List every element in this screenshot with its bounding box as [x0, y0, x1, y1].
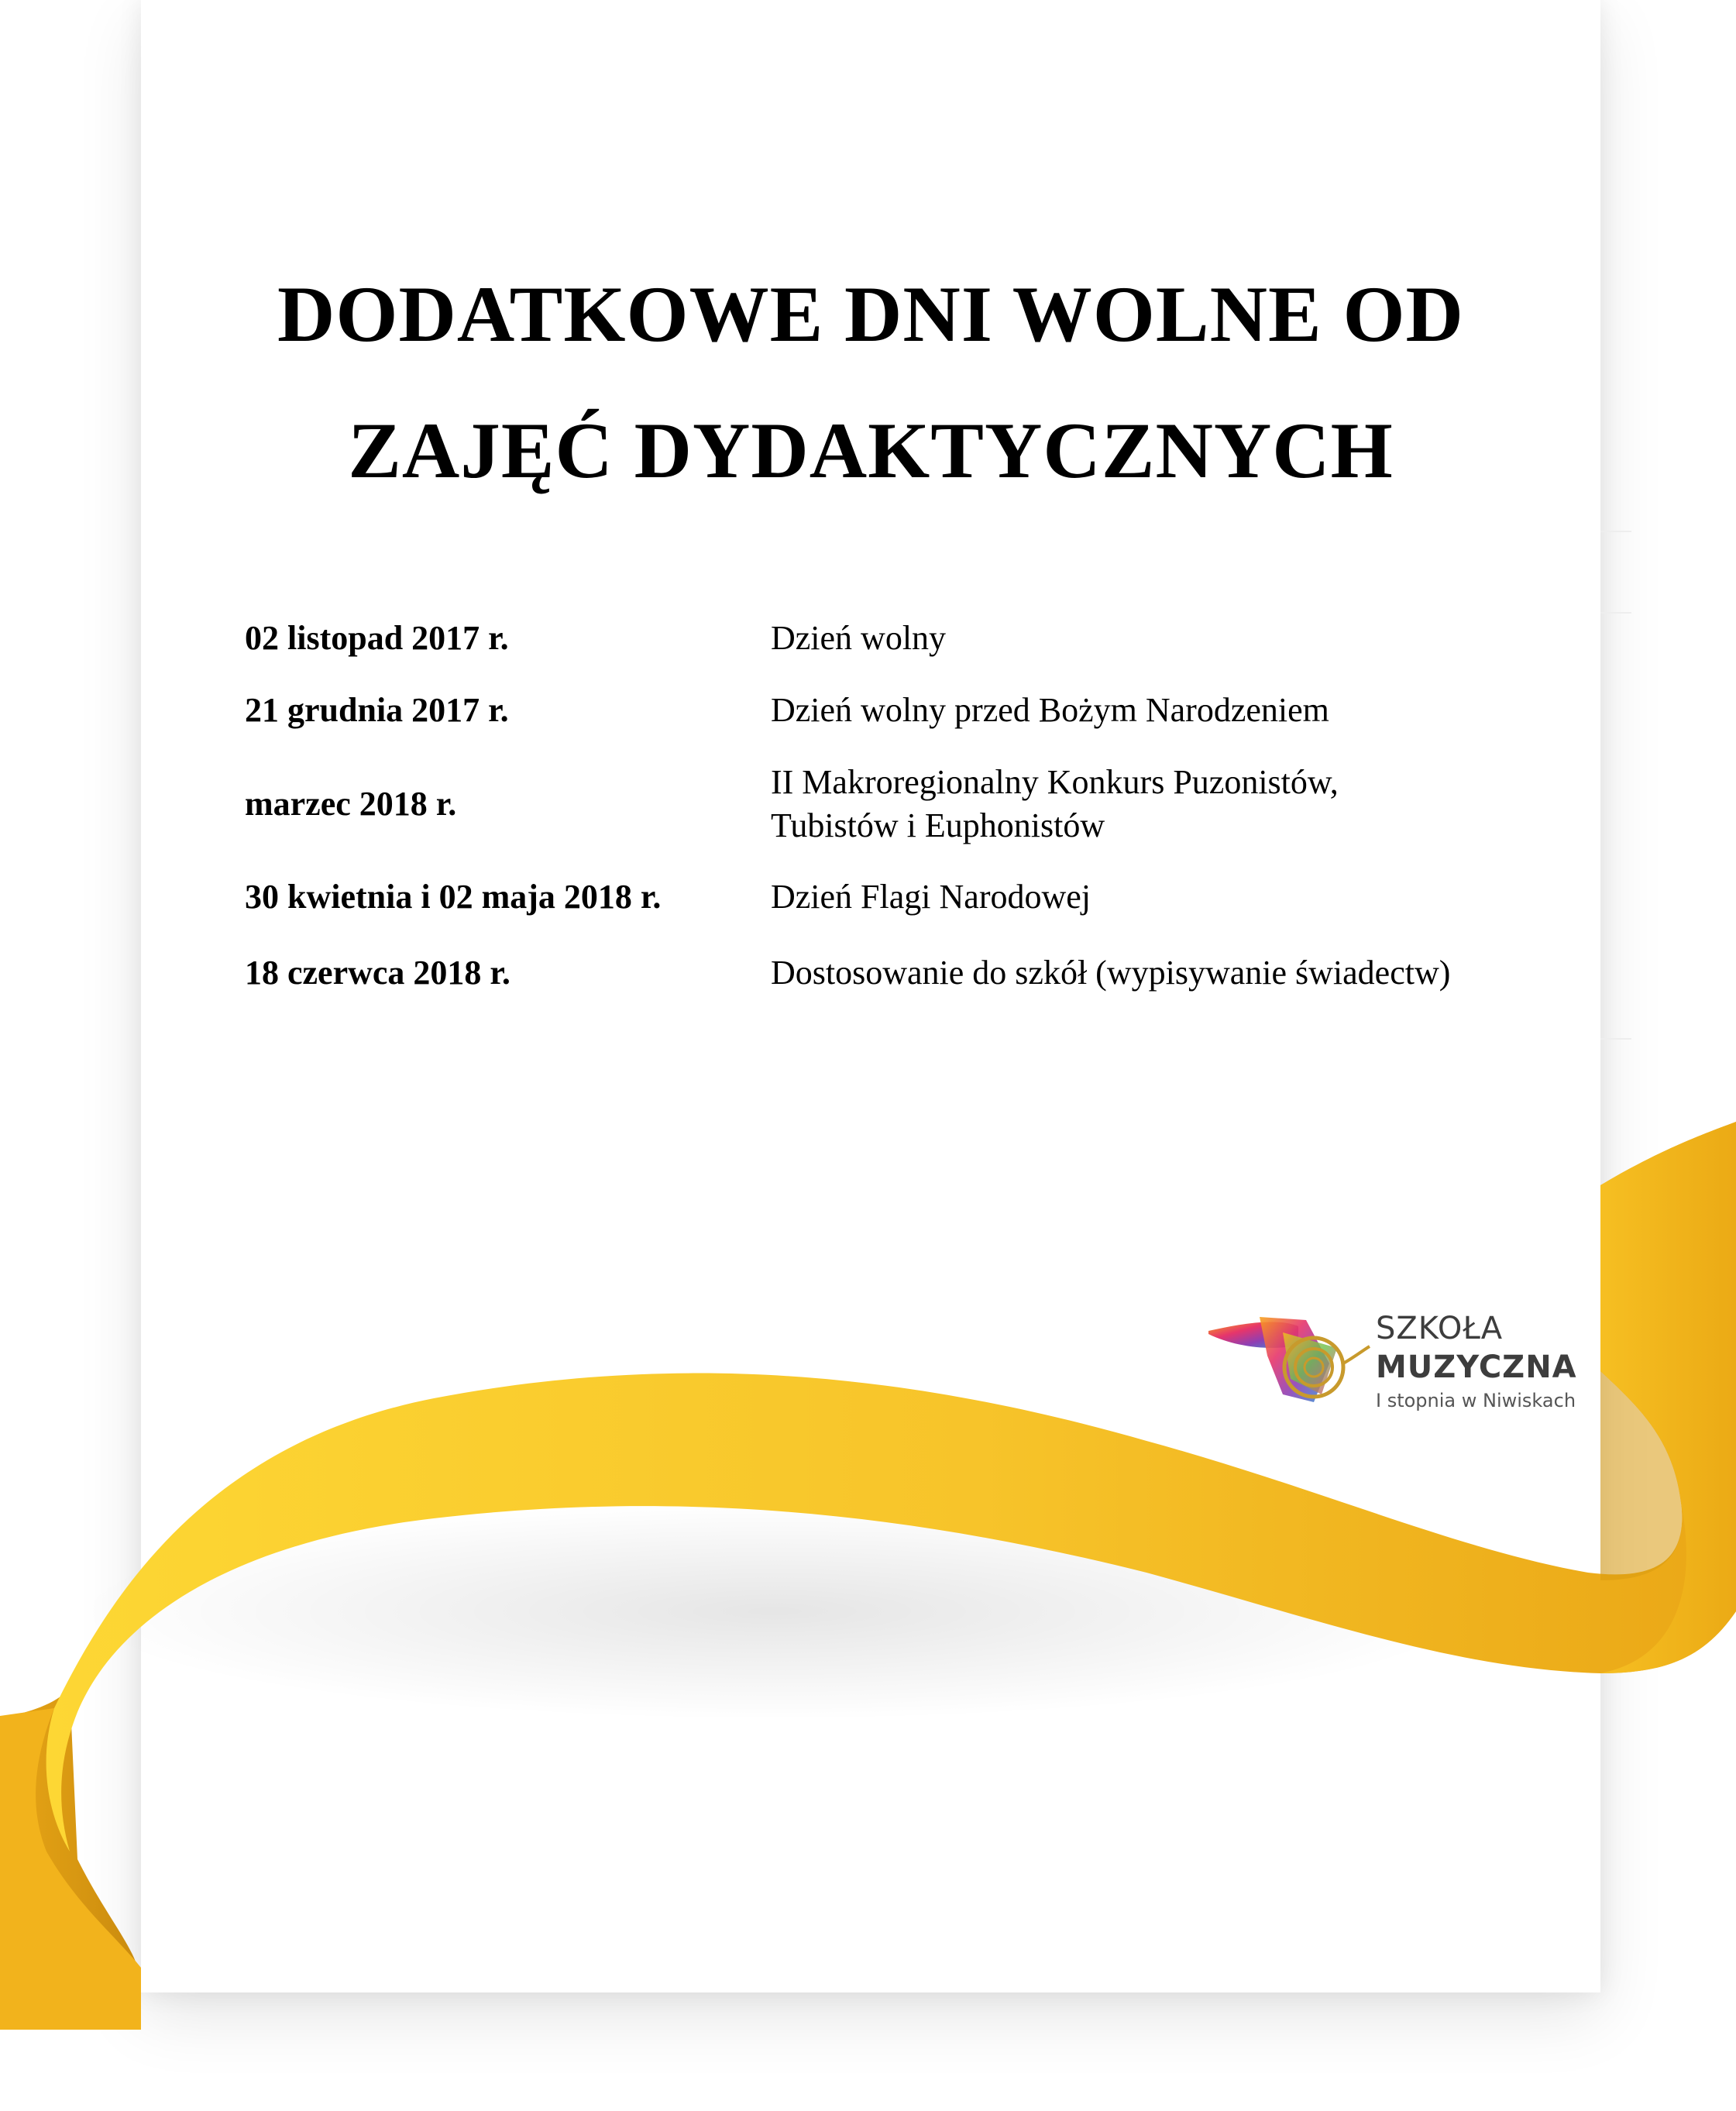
page-edge-ticks [1600, 0, 1736, 1085]
schedule-description: Dzień Flagi Narodowej [771, 878, 1091, 916]
schedule-description [771, 761, 1593, 847]
logo-line-3: I stopnia w Niwiskach [1376, 1390, 1576, 1411]
schedule-row [245, 937, 1593, 1009]
schedule-row [245, 755, 1593, 854]
schedule-row [245, 861, 1593, 933]
schedule-description: Dostosowanie do szkół (wypisywanie świadectw) [771, 954, 1451, 992]
school-logo-text [1376, 1309, 1577, 1415]
schedule-date: 18 czerwca 2018 r. [245, 954, 510, 992]
schedule-date: marzec 2018 r. [245, 785, 457, 823]
schedule-date: 21 grudnia 2017 r. [245, 691, 509, 729]
schedule-description-line-1: II Makroregionalny Konkurs Puzonistów, [771, 763, 1339, 801]
yellow-ribbon [0, 1116, 1736, 2030]
schedule-description: Dzień wolny przed Bożym Narodzeniem [771, 691, 1329, 729]
schedule-description-line-2: Tubistów i Euphonistów [771, 806, 1105, 844]
page-title [141, 246, 1600, 519]
schedule-description: Dzień wolny [771, 619, 947, 657]
logo-line-1: SZKOŁA [1376, 1311, 1504, 1346]
schedule-row [245, 604, 1593, 672]
schedule-date: 02 listopad 2017 r. [245, 619, 509, 657]
schedule-date: 30 kwietnia i 02 maja 2018 r. [245, 878, 662, 916]
logo-line-2: MUZYCZNA [1376, 1349, 1577, 1385]
schedule-table [245, 604, 1593, 1009]
title-line-1: DODATKOWE DNI WOLNE OD [277, 270, 1464, 359]
french-horn-icon [1208, 1317, 1370, 1402]
title-line-2: ZAJĘĆ DYDAKTYCZNYCH [348, 407, 1394, 495]
schedule-row [245, 672, 1593, 748]
